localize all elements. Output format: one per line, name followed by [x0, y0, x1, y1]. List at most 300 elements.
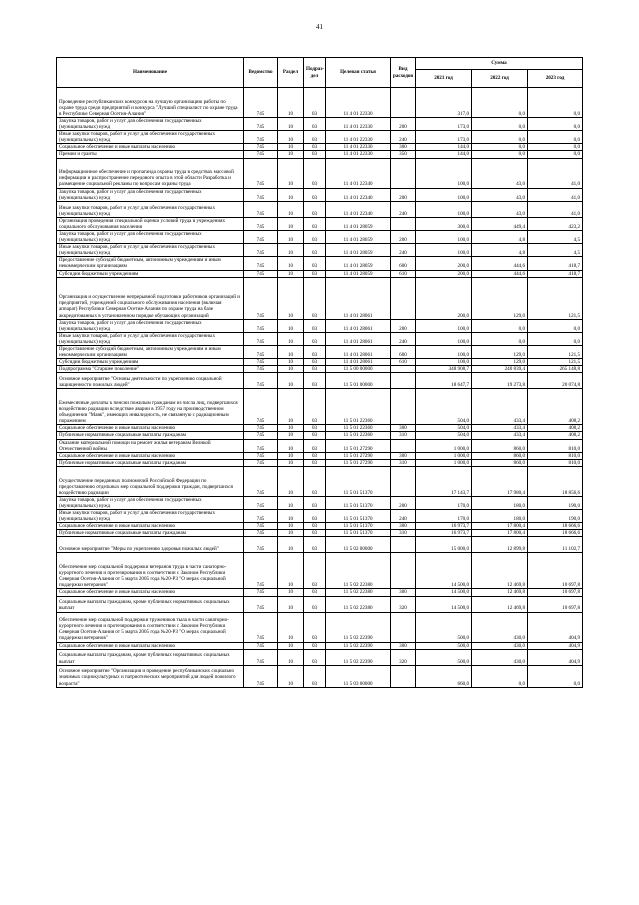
table-row	[57, 158, 583, 188]
row-razdel: 10	[278, 319, 304, 332]
table-row	[57, 332, 583, 345]
row-ved: 745	[244, 244, 278, 257]
row-sum-2021: 317,0	[416, 88, 472, 118]
row-sum-2023: 408,2	[528, 389, 583, 425]
row-sum-2022: 17 800,4	[472, 530, 528, 537]
row-sum-2023: 810,0	[528, 439, 583, 452]
row-sum-2021: 504,0	[416, 425, 472, 432]
row-ved: 745	[244, 530, 278, 537]
row-sum-2021: 173,0	[416, 118, 472, 131]
row-sum-2023: 190,0	[528, 496, 583, 509]
row-name: Проведение республиканских конкурсов на лучшую организацию работы по охране труда среди предприятий и конкурса "Лучший специалист по охране труда в Республике Северная Осетия-Алания"	[57, 88, 244, 118]
row-vr: 200	[391, 496, 416, 509]
row-sum-2021: 144,0	[416, 144, 472, 151]
row-podrazdel: 03	[304, 466, 326, 496]
row-cs: 11 5 02 22380	[326, 596, 391, 612]
row-sum-2023: 121,5	[528, 277, 583, 319]
header-razdel: Раздел	[278, 58, 304, 88]
row-vr: 200	[391, 188, 416, 201]
table-row	[57, 217, 583, 230]
row-ved: 745	[244, 459, 278, 466]
row-ved: 745	[244, 642, 278, 649]
row-razdel: 10	[278, 131, 304, 144]
row-name: Организация и осуществление непрерывной подготовки работников организаций и предприятий, учреждений социального обслуживания населения (включая аппарат) Республики Северная Осетия-Алания по охране труда на базе аккредитованных в установленном порядке обучающих организаций	[57, 277, 244, 319]
row-sum-2022: 12 469,8	[472, 553, 528, 589]
row-razdel: 10	[278, 665, 304, 687]
row-sum-2021: 16 973,7	[416, 523, 472, 530]
row-sum-2021: 100,0	[416, 201, 472, 217]
row-ved: 745	[244, 270, 278, 277]
row-vr	[391, 553, 416, 589]
row-sum-2022: 0,0	[472, 319, 528, 332]
row-cs: 11 5 01 27290	[326, 452, 391, 459]
row-podrazdel: 03	[304, 131, 326, 144]
row-name: Основное мероприятие "Основы деятельности по укреплению социальной защищенности пожилых людей"	[57, 373, 244, 389]
row-sum-2021: 18 647,7	[416, 373, 472, 389]
row-vr: 310	[391, 432, 416, 439]
row-name: Социальное обеспечение и иные выплаты населению	[57, 523, 244, 530]
row-sum-2023: 423,2	[528, 217, 583, 230]
table-row	[57, 366, 583, 373]
row-razdel: 10	[278, 530, 304, 537]
row-cs: 11 4 01 28059	[326, 257, 391, 270]
row-sum-2023: 0,0	[528, 118, 583, 131]
row-sum-2022: 17 800,4	[472, 523, 528, 530]
row-sum-2021: 200,0	[416, 270, 472, 277]
table-row	[57, 523, 583, 530]
row-sum-2023: 20 074,8	[528, 373, 583, 389]
row-sum-2021: 100,0	[416, 244, 472, 257]
row-razdel: 10	[278, 596, 304, 612]
row-vr: 200	[391, 319, 416, 332]
row-podrazdel: 03	[304, 537, 326, 553]
row-vr	[391, 158, 416, 188]
row-vr: 240	[391, 332, 416, 345]
row-sum-2022: 180,0	[472, 510, 528, 523]
row-podrazdel: 03	[304, 270, 326, 277]
row-name: Основное мероприятие "Организация и проведение республиканских социально значимых социокультурных и патриотических мероприятий для людей пожилого возраста"	[57, 665, 244, 687]
row-cs: 11 4 01 28059	[326, 230, 391, 243]
row-razdel: 10	[278, 452, 304, 459]
row-name: Информационное обеспечение и пропаганда охраны труда в средствах массовой информации и распространение передового опыта в этой области Разработка и размещение социальной рекламы по вопросам охраны труда	[57, 158, 244, 188]
row-podrazdel: 03	[304, 366, 326, 373]
row-podrazdel: 03	[304, 452, 326, 459]
row-ved: 745	[244, 217, 278, 230]
table-row	[57, 589, 583, 596]
row-podrazdel: 03	[304, 332, 326, 345]
row-razdel: 10	[278, 537, 304, 553]
row-sum-2021: 144,0	[416, 151, 472, 158]
row-sum-2023: 4,5	[528, 244, 583, 257]
row-ved: 745	[244, 277, 278, 319]
row-cs: 11 5 03 00000	[326, 665, 391, 687]
row-sum-2023: 265 148,8	[528, 366, 583, 373]
row-ved: 745	[244, 359, 278, 366]
row-sum-2023: 810,0	[528, 459, 583, 466]
row-vr: 240	[391, 510, 416, 523]
row-vr: 300	[391, 144, 416, 151]
row-podrazdel: 03	[304, 389, 326, 425]
row-name: Публичные нормативные социальные выплаты гражданам	[57, 432, 244, 439]
row-ved: 745	[244, 201, 278, 217]
row-razdel: 10	[278, 244, 304, 257]
table-row	[57, 389, 583, 425]
row-name: Социальное обеспечение и иные выплаты населению	[57, 144, 244, 151]
table-row	[57, 510, 583, 523]
row-cs: 11 4 01 28061	[326, 359, 391, 366]
table-header	[57, 58, 583, 88]
row-razdel: 10	[278, 230, 304, 243]
row-sum-2022: 43,0	[472, 158, 528, 188]
row-sum-2023: 0,0	[528, 332, 583, 345]
row-vr: 310	[391, 459, 416, 466]
row-sum-2023: 404,9	[528, 612, 583, 642]
row-sum-2023: 404,9	[528, 642, 583, 649]
row-podrazdel: 03	[304, 257, 326, 270]
row-ved: 745	[244, 596, 278, 612]
header-podrazdel: Подраз-дел	[304, 58, 326, 88]
table-body	[57, 88, 583, 688]
row-ved: 745	[244, 553, 278, 589]
row-name: Оказание материальной помощи на ремонт жилья ветеранам Великой Отечественной войны	[57, 439, 244, 452]
budget-table	[56, 57, 583, 688]
row-ved: 745	[244, 649, 278, 665]
row-cs: 11 5 01 27290	[326, 439, 391, 452]
row-podrazdel: 03	[304, 201, 326, 217]
row-vr: 320	[391, 649, 416, 665]
row-cs: 11 5 01 22360	[326, 432, 391, 439]
table-row	[57, 649, 583, 665]
row-vr	[391, 612, 416, 642]
row-sum-2023: 190,0	[528, 510, 583, 523]
row-podrazdel: 03	[304, 439, 326, 452]
table-row	[57, 201, 583, 217]
row-ved: 745	[244, 345, 278, 358]
row-podrazdel: 03	[304, 523, 326, 530]
row-ved: 745	[244, 144, 278, 151]
header-year-2023: 2023 год	[528, 70, 583, 88]
row-ved: 745	[244, 188, 278, 201]
row-podrazdel: 03	[304, 596, 326, 612]
table-row	[57, 230, 583, 243]
row-sum-2022: 43,0	[472, 188, 528, 201]
row-cs: 11 4 01 28059	[326, 270, 391, 277]
table-row	[57, 319, 583, 332]
row-sum-2023: 4,5	[528, 230, 583, 243]
row-ved: 745	[244, 589, 278, 596]
row-sum-2023: 11 102,7	[528, 537, 583, 553]
row-sum-2022: 430,0	[472, 612, 528, 642]
row-razdel: 10	[278, 642, 304, 649]
row-sum-2023: 0,0	[528, 131, 583, 144]
row-ved: 745	[244, 88, 278, 118]
row-sum-2023: 0,0	[528, 144, 583, 151]
row-cs: 11 4 01 22340	[326, 158, 391, 188]
row-name: Социальные выплаты гражданам, кроме публичных нормативных социальных выплат	[57, 649, 244, 665]
row-sum-2023: 10 697,8	[528, 589, 583, 596]
table-row	[57, 459, 583, 466]
row-cs: 11 5 01 51370	[326, 466, 391, 496]
row-vr: 240	[391, 201, 416, 217]
row-vr: 600	[391, 345, 416, 358]
row-sum-2022: 860,0	[472, 452, 528, 459]
row-sum-2021: 17 143,7	[416, 466, 472, 496]
row-podrazdel: 03	[304, 217, 326, 230]
row-ved: 745	[244, 496, 278, 509]
row-razdel: 10	[278, 270, 304, 277]
row-cs: 11 4 01 28059	[326, 217, 391, 230]
row-podrazdel: 03	[304, 496, 326, 509]
row-vr: 300	[391, 452, 416, 459]
row-vr	[391, 373, 416, 389]
row-podrazdel: 03	[304, 359, 326, 366]
row-podrazdel: 03	[304, 530, 326, 537]
row-sum-2023: 408,2	[528, 425, 583, 432]
table-row	[57, 244, 583, 257]
table-row	[57, 553, 583, 589]
row-sum-2021: 173,0	[416, 131, 472, 144]
row-vr	[391, 389, 416, 425]
row-ved: 745	[244, 523, 278, 530]
row-name: Субсидии бюджетным учреждениям	[57, 359, 244, 366]
row-vr: 240	[391, 244, 416, 257]
row-cs: 11 5 02 22390	[326, 649, 391, 665]
row-sum-2022: 430,0	[472, 649, 528, 665]
row-sum-2022: 0,0	[472, 131, 528, 144]
row-podrazdel: 03	[304, 188, 326, 201]
table-row	[57, 144, 583, 151]
row-vr	[391, 217, 416, 230]
row-name: Социальное обеспечение и иные выплаты населению	[57, 452, 244, 459]
row-razdel: 10	[278, 439, 304, 452]
row-podrazdel: 03	[304, 144, 326, 151]
row-sum-2021: 100,0	[416, 230, 472, 243]
row-sum-2021: 660,0	[416, 665, 472, 687]
row-sum-2022: 0,0	[472, 151, 528, 158]
row-name: Социальные выплаты гражданам, кроме публичных нормативных социальных выплат	[57, 596, 244, 612]
row-name: Подпрограмма "Старшее поколение"	[57, 366, 244, 373]
row-vr: 300	[391, 523, 416, 530]
table-row	[57, 277, 583, 319]
row-vr	[391, 366, 416, 373]
row-name: Премии и гранты	[57, 151, 244, 158]
header-year-2021: 2021 год	[416, 70, 472, 88]
row-sum-2021: 348 908,7	[416, 366, 472, 373]
row-sum-2023: 41,0	[528, 188, 583, 201]
row-vr: 320	[391, 596, 416, 612]
row-sum-2023: 408,2	[528, 432, 583, 439]
row-sum-2022: 17 980,4	[472, 466, 528, 496]
row-vr: 610	[391, 270, 416, 277]
row-cs: 11 4 01 22330	[326, 151, 391, 158]
row-vr: 200	[391, 118, 416, 131]
row-cs: 11 4 01 28061	[326, 277, 391, 319]
row-vr: 600	[391, 257, 416, 270]
row-razdel: 10	[278, 118, 304, 131]
row-name: Публичные нормативные социальные выплаты гражданам	[57, 530, 244, 537]
table-row	[57, 359, 583, 366]
row-ved: 745	[244, 612, 278, 642]
row-sum-2021: 200,0	[416, 257, 472, 270]
row-sum-2022: 0,0	[472, 144, 528, 151]
row-ved: 745	[244, 466, 278, 496]
row-cs: 11 5 02 00000	[326, 537, 391, 553]
row-podrazdel: 03	[304, 665, 326, 687]
row-sum-2022: 0,0	[472, 118, 528, 131]
row-name: Обеспечение мер социальной поддержки ветеранов труда в части санаторно-курортного лечения и протезирования в соответствии с Законом Республики Северная Осетия-Алания от 5 марта 2005 года №20-РЗ "О мерах социальной поддержки ветеранов"	[57, 553, 244, 589]
row-razdel: 10	[278, 217, 304, 230]
row-cs: 11 4 01 22330	[326, 131, 391, 144]
header-year-2022: 2022 год	[472, 70, 528, 88]
row-name: Закупка товаров, работ и услуг для обеспечения государственных (муниципальных) нужд	[57, 188, 244, 201]
row-cs: 11 5 01 51370	[326, 523, 391, 530]
table-row	[57, 466, 583, 496]
row-razdel: 10	[278, 553, 304, 589]
row-cs: 11 5 01 51370	[326, 530, 391, 537]
row-sum-2022: 444,6	[472, 257, 528, 270]
row-podrazdel: 03	[304, 158, 326, 188]
table-row	[57, 665, 583, 687]
row-vr	[391, 88, 416, 118]
row-sum-2022: 180,0	[472, 496, 528, 509]
row-vr: 350	[391, 151, 416, 158]
row-vr: 300	[391, 425, 416, 432]
row-cs: 11 5 02 22380	[326, 589, 391, 596]
table-row	[57, 373, 583, 389]
row-razdel: 10	[278, 188, 304, 201]
row-razdel: 10	[278, 88, 304, 118]
row-podrazdel: 03	[304, 642, 326, 649]
row-name: Иные закупки товаров, работ и услуг для обеспечения государственных (муниципальных) нужд	[57, 201, 244, 217]
header-cs: Целевая статья	[326, 58, 391, 88]
row-sum-2022: 860,0	[472, 459, 528, 466]
row-podrazdel: 03	[304, 553, 326, 589]
row-razdel: 10	[278, 510, 304, 523]
row-sum-2022: 430,0	[472, 642, 528, 649]
row-sum-2021: 100,0	[416, 319, 472, 332]
row-sum-2021: 300,0	[416, 217, 472, 230]
row-cs: 11 5 01 22360	[326, 425, 391, 432]
row-sum-2021: 16 973,7	[416, 530, 472, 537]
row-name: Социальное обеспечение и иные выплаты населению	[57, 425, 244, 432]
row-vr: 610	[391, 359, 416, 366]
table-row	[57, 496, 583, 509]
row-cs: 11 5 01 00000	[326, 373, 391, 389]
row-vr: 300	[391, 642, 416, 649]
row-sum-2023: 121,5	[528, 359, 583, 366]
row-sum-2023: 10 697,8	[528, 596, 583, 612]
row-podrazdel: 03	[304, 432, 326, 439]
row-vr: 300	[391, 589, 416, 596]
row-razdel: 10	[278, 649, 304, 665]
row-vr: 310	[391, 530, 416, 537]
row-razdel: 10	[278, 612, 304, 642]
row-name: Социальное обеспечение и иные выплаты населению	[57, 642, 244, 649]
row-razdel: 10	[278, 277, 304, 319]
row-name: Предоставление субсидий бюджетным, автономным учреждениям и иным некоммерческим организациям	[57, 257, 244, 270]
table-row	[57, 612, 583, 642]
table-row	[57, 131, 583, 144]
table-row	[57, 188, 583, 201]
row-ved: 745	[244, 432, 278, 439]
row-razdel: 10	[278, 144, 304, 151]
row-razdel: 10	[278, 459, 304, 466]
row-sum-2021: 14 500,0	[416, 553, 472, 589]
row-ved: 745	[244, 332, 278, 345]
table-row	[57, 642, 583, 649]
row-podrazdel: 03	[304, 425, 326, 432]
row-sum-2022: 129,0	[472, 345, 528, 358]
row-cs: 11 5 02 22380	[326, 553, 391, 589]
row-sum-2022: 12 469,8	[472, 596, 528, 612]
row-razdel: 10	[278, 425, 304, 432]
row-cs: 11 4 01 28059	[326, 244, 391, 257]
row-sum-2021: 100,0	[416, 359, 472, 366]
row-vr	[391, 277, 416, 319]
row-ved: 745	[244, 319, 278, 332]
row-sum-2021: 100,0	[416, 345, 472, 358]
row-cs: 11 4 01 28061	[326, 332, 391, 345]
row-sum-2021: 100,0	[416, 332, 472, 345]
row-name: Закупка товаров, работ и услуг для обеспечения государственных (муниципальных) нужд	[57, 230, 244, 243]
row-podrazdel: 03	[304, 373, 326, 389]
header-name: Наименование	[57, 58, 244, 88]
row-name: Ежемесячные доплаты к пенсии пожилым гражданам из числа лиц, подвергшихся воздействию радиации вследствие аварии в 1957 году на производственном объединении "Маяк", имеющих инвалидность, не связанную с радиационным поражением	[57, 389, 244, 425]
row-razdel: 10	[278, 158, 304, 188]
row-razdel: 10	[278, 151, 304, 158]
row-cs: 11 4 01 22330	[326, 144, 391, 151]
row-cs: 11 5 02 22390	[326, 642, 391, 649]
row-sum-2022: 12 899,8	[472, 537, 528, 553]
row-vr: 240	[391, 131, 416, 144]
table-row	[57, 270, 583, 277]
row-podrazdel: 03	[304, 612, 326, 642]
row-podrazdel: 03	[304, 319, 326, 332]
row-sum-2023: 404,9	[528, 649, 583, 665]
row-podrazdel: 03	[304, 345, 326, 358]
row-cs: 11 5 01 51370	[326, 510, 391, 523]
row-sum-2023: 18 666,6	[528, 530, 583, 537]
row-cs: 11 5 01 22360	[326, 389, 391, 425]
row-sum-2021: 170,0	[416, 496, 472, 509]
row-podrazdel: 03	[304, 510, 326, 523]
row-podrazdel: 03	[304, 230, 326, 243]
row-cs: 11 4 01 22330	[326, 88, 391, 118]
row-ved: 745	[244, 158, 278, 188]
header-summa: Сумма	[416, 58, 583, 70]
row-vr	[391, 439, 416, 452]
row-name: Социальное обеспечение и иные выплаты населению	[57, 589, 244, 596]
row-sum-2023: 0,0	[528, 665, 583, 687]
row-sum-2021: 500,0	[416, 642, 472, 649]
row-sum-2021: 15 000,0	[416, 537, 472, 553]
row-razdel: 10	[278, 466, 304, 496]
row-name: Предоставление субсидий бюджетным, автономным учреждениям и иным некоммерческим организациям	[57, 345, 244, 358]
row-sum-2022: 433,4	[472, 389, 528, 425]
row-razdel: 10	[278, 359, 304, 366]
row-cs: 11 4 01 22340	[326, 201, 391, 217]
row-sum-2022: 0,0	[472, 665, 528, 687]
row-vr	[391, 537, 416, 553]
row-razdel: 10	[278, 257, 304, 270]
row-podrazdel: 03	[304, 244, 326, 257]
row-name: Основное мероприятие "Меры по укреплению здоровья пожилых людей"	[57, 537, 244, 553]
row-sum-2021: 100,0	[416, 188, 472, 201]
row-cs: 11 5 02 22390	[326, 612, 391, 642]
table-row	[57, 432, 583, 439]
row-sum-2021: 504,0	[416, 432, 472, 439]
row-sum-2022: 0,0	[472, 332, 528, 345]
